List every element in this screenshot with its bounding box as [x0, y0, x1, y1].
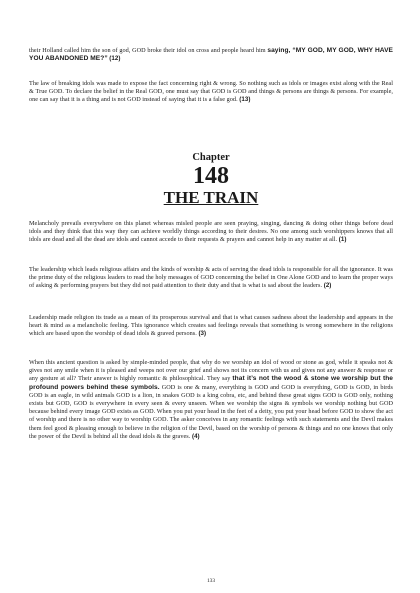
chapter-number: 148 [193, 163, 229, 189]
paragraph-text: Melancholy prevails everywhere on this planet whereas misled people are seen praying, singing, dancing & doing other things before dead idols and they think that this way they can achieve worldly things according to their desires. No one among such worshippers knows that all idols are dead and all the dead are idols and cannot accede to their requests & prayers and cannot help in any matter at all. [29, 220, 393, 244]
page-number: 133 [206, 578, 216, 584]
reference-number: (2) [323, 282, 332, 290]
chapter-label: Chapter [192, 152, 230, 163]
body-paragraph [29, 314, 393, 339]
reference-number: (3) [198, 330, 207, 338]
body-paragraph [29, 359, 393, 441]
intro-quote: saying, “MY GOD, MY GOD, WHY HAVE YOU ABANDONED ME?” [29, 47, 394, 63]
emphasized-statement: that it’s not the wood & stone we worship but the profound powers behind these symbols. [29, 375, 393, 391]
paragraph-text: Leadership made religion its trade as a mean of its prosperous survival and that is what causes sadness about the leadership and appears in the heart & mind as a melancholic feeling. This ignorance which creates sad feelings reveals that something is wrong somewhere in the religions which are based upon the worship of dead idols & graved persons. [29, 314, 393, 338]
paragraph-text: The leadership which leads religious affairs and the kinds of worship & acts of serving the dead idols is responsible for all the ignorance. It was the prime duty of the religious leaders to read the holy messages of GOD concerning the belief in One Alone GOD and to learn the proper ways of asking & performing prayers but they did not paid attention to their duty and that is what is sad about the leaders. [29, 266, 393, 290]
law-text: The law of breaking idols was made to expose the fact concerning right & wrong. So nothing such as idols or images exist along with the Real & True GOD. To declare the belief in the Real GOD, one must say that GOD is GOD and things & persons are things & persons. For example, one can say that it is a thing and is not GOD instead of saying that it is a false god. [29, 80, 393, 104]
intro-text: their Holland called him the son of god, GOD broke their idol on cross and people heard him [29, 47, 266, 54]
document-page [29, 0, 393, 593]
law-paragraph [29, 80, 393, 105]
intro-paragraph [29, 47, 393, 63]
reference-number: (12) [109, 55, 121, 63]
chapter-title: THE TRAIN [163, 188, 259, 207]
reference-number: (1) [338, 236, 347, 244]
reference-number: (4) [191, 432, 200, 440]
body-paragraph [29, 220, 393, 245]
paragraph-text-continued: GOD is one & many, everything is GOD and GOD is everything, GOD is GOD, in birds GOD is an eagle, in wild animals GOD is a lion, in snakes GOD is a king cobra, etc, and behind these great signs GOD is GOD only, nothing exists but GOD, GOD is everywhere in every seen & every unseen. When we worship the signs & symbols we worship nothing but GOD because behind every image GOD exists as GOD. When you put your head in the feet of a deity, you put your head before GOD to show the act of worship and there is no other way to worship GOD. The asker conceives in any romantic feelings with such statements and the Devil makes them feel good & pleasing enough to believe in the religion of the Devil, based on the worship of persons & things and no one knows that only the power of the Devil is behind all the dead idols & the graves. [29, 383, 393, 440]
body-paragraph [29, 266, 393, 291]
reference-number: (13) [239, 96, 251, 104]
paragraph-text: When this ancient question is asked by simple-minded people, that why do we worship an idol of wood or stone as god, while it speaks not & gives not any smile when it is pleased and weeps not over our grief and shows not its concern with us and gives not any answer & response or any gesture at all? Their answer is highly romantic & philosophical. They say [29, 359, 393, 383]
